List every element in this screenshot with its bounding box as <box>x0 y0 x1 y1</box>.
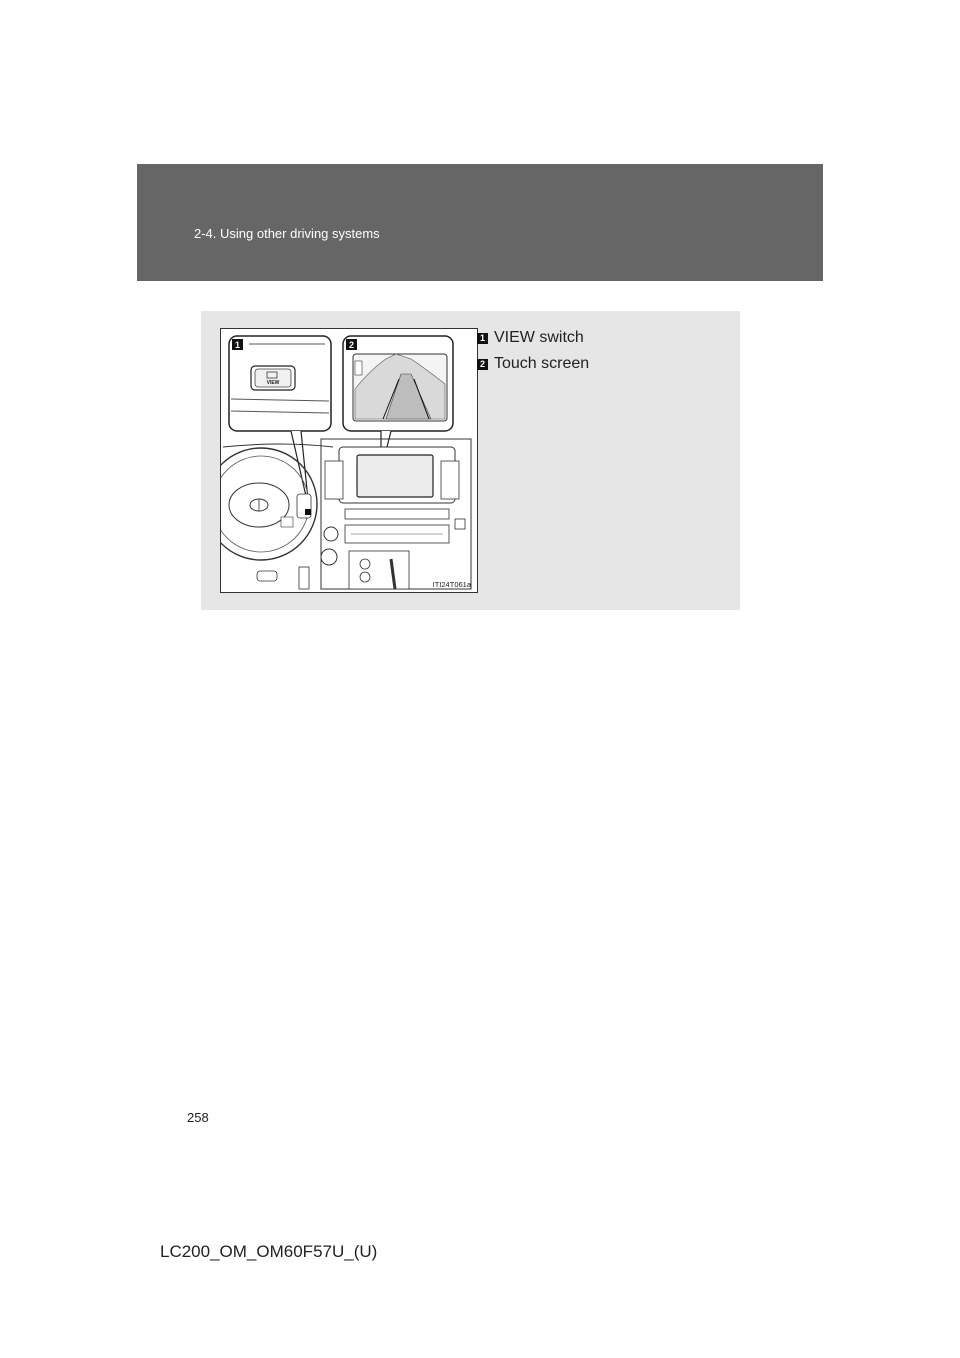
figure-panel <box>201 311 740 610</box>
header-band <box>137 164 823 281</box>
view-switch-label: VIEW <box>266 380 280 386</box>
callout-badge-1-number: 1 <box>234 340 241 350</box>
figure-code: ITI24T061a <box>432 580 471 589</box>
page-number: 258 <box>187 1110 209 1125</box>
legend-item-view-switch <box>477 325 727 351</box>
legend-badge-2: 2 <box>477 359 488 370</box>
legend-label-touch-screen: Touch screen <box>494 355 590 372</box>
touch-screen-drawing <box>357 455 433 497</box>
dashboard-drawing <box>221 329 477 592</box>
callout-badge-2-number: 2 <box>348 340 355 350</box>
legend-item-touch-screen <box>477 351 727 377</box>
section-title: 2-4. Using other driving systems <box>194 226 380 241</box>
legend-badge-1: 1 <box>477 333 488 344</box>
legend-label-view-switch: VIEW switch <box>494 329 584 346</box>
callout-legend <box>477 325 727 377</box>
document-code: LC200_OM_OM60F57U_(U) <box>160 1242 378 1261</box>
dashboard-illustration <box>220 328 478 593</box>
